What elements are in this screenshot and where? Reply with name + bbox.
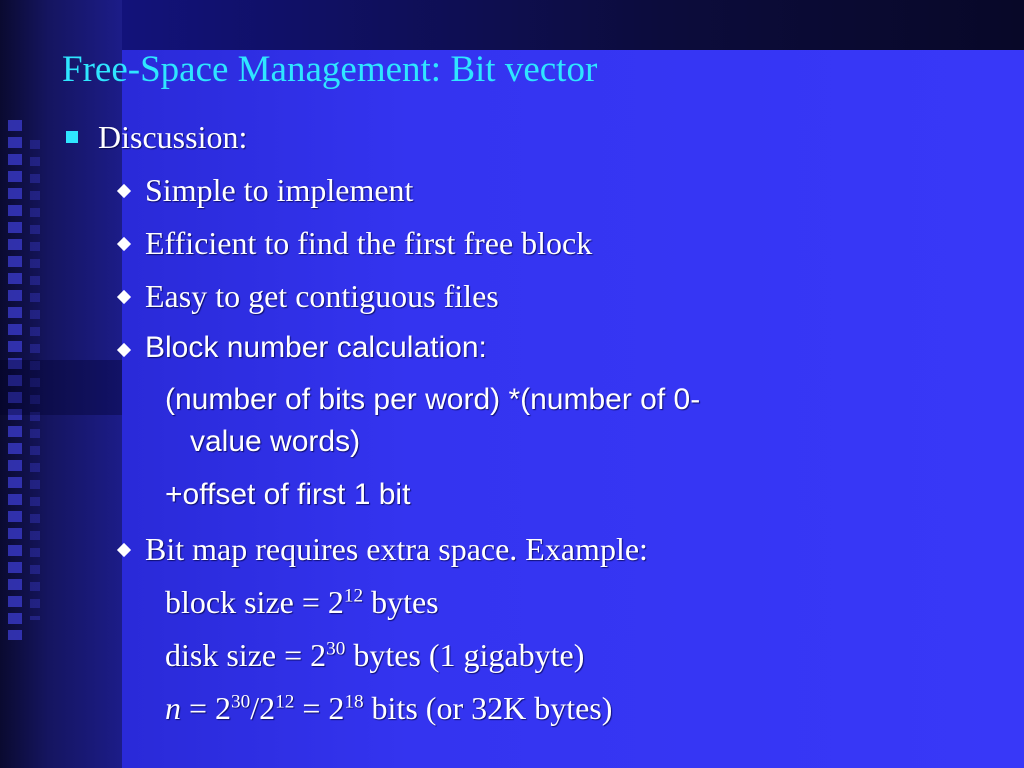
top-decoration-bar: [122, 0, 1024, 50]
level1-discussion: Discussion:: [98, 119, 248, 155]
example-n-bits: $n = 2^{30}/2^{12} = 2^{18}$ bits (or 32K bytes): [165, 690, 613, 726]
item-contiguous: Easy to get contiguous files: [145, 278, 499, 314]
item-efficient: Efficient to find the first free block: [145, 225, 593, 261]
square-bullet-icon: [66, 131, 78, 143]
calc-line-1: (number of bits per word) *(number of 0-: [165, 383, 701, 416]
example-disk-size: disk size = $2^{30}$ bytes (1 gigabyte): [165, 637, 585, 673]
item-simple: Simple to implement: [145, 172, 414, 208]
slide-title: Free-Space Management: Bit vector: [62, 49, 598, 90]
left-decoration-panel: [0, 0, 122, 768]
calc-line-3: +offset of first 1 bit: [165, 478, 411, 511]
decorative-band: [0, 360, 122, 415]
item-bitmap: Bit map requires extra space. Example:: [145, 531, 648, 567]
example-block-size: block size = $2^{12}$ bytes: [165, 584, 439, 620]
item-block-calc: Block number calculation:: [145, 331, 487, 364]
calc-line-2: value words): [190, 425, 361, 458]
